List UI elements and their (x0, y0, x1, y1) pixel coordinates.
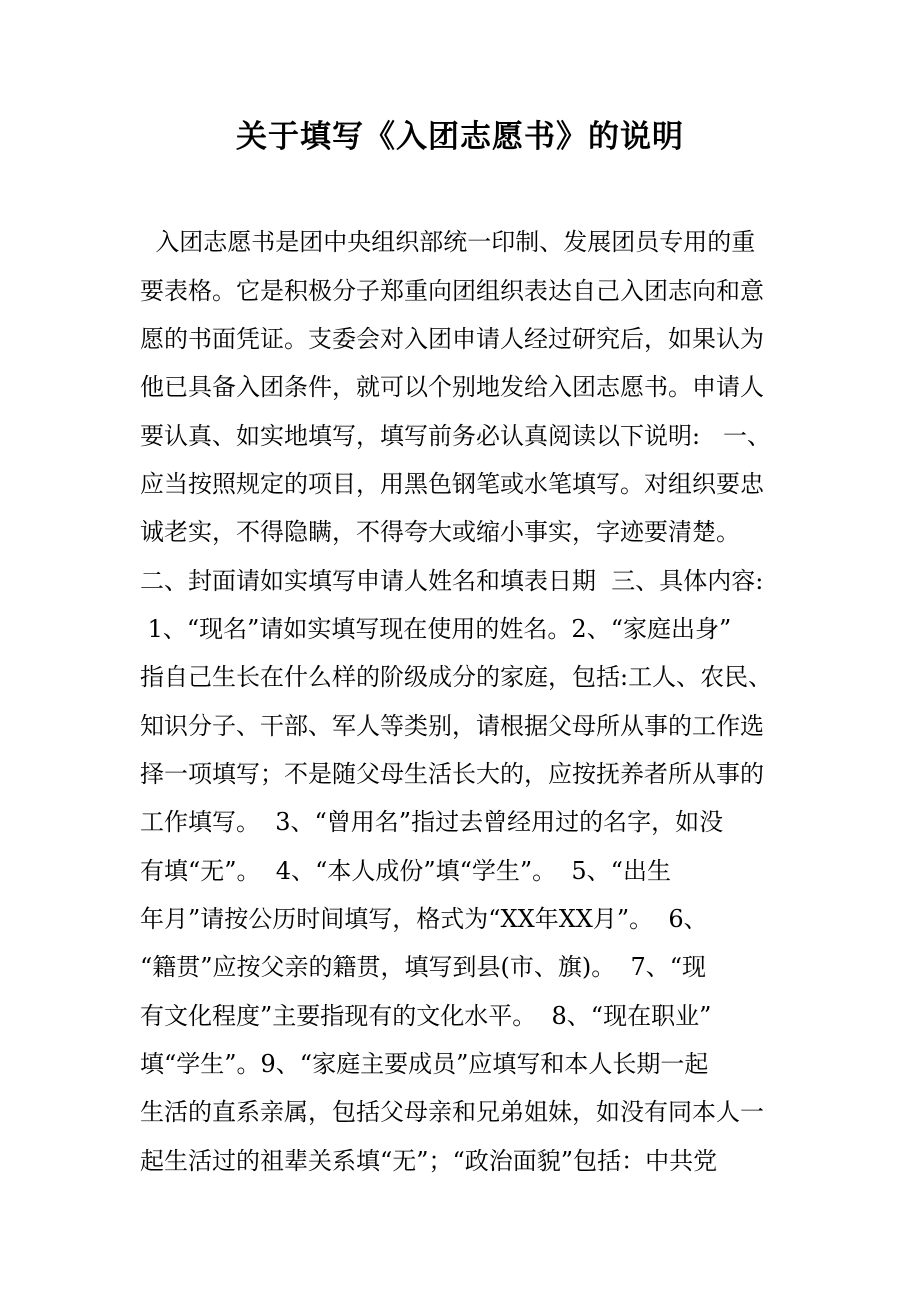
body-line: 要表格。它是积极分子郑重向团组织表达自己入团志向和意 (140, 277, 764, 305)
body-line: 工作填写。 3、“曾用名”指过去曾经用过的名字，如没 (140, 808, 724, 836)
body-line: 有文化程度”主要指现有的文化水平。 8、“现在职业” (140, 1002, 712, 1030)
body-line: 指自己生长在什么样的阶级成分的家庭，包括:工人、农民、 (140, 663, 773, 691)
body-line: 诚老实，不得隐瞒，不得夸大或缩小事实，字迹要清楚。 (140, 518, 740, 546)
body-line: 愿的书面凭证。支委会对入团申请人经过研究后，如果认为 (140, 325, 764, 353)
document-title: 关于填写《入团志愿书》的说明 (236, 119, 684, 155)
body-line: “籍贯”应按父亲的籍贯，填写到县(市、旗)。 7、“现 (140, 953, 707, 981)
body-line: 二、封面请如实填写申请人姓名和填表日期 三、具体内容: (140, 567, 764, 595)
body-line: 生活的直系亲属，包括父母亲和兄弟姐妹，如没有同本人一 (140, 1098, 764, 1126)
body-line: 入团志愿书是团中央组织部统一印制、发展团员专用的重 (140, 228, 756, 256)
body-line: 起生活过的祖辈关系填“无”；“政治面貌”包括：中共党 (140, 1147, 718, 1175)
body-line: 1、“现名”请如实填写现在使用的姓名。2、“家庭出身” (140, 615, 732, 643)
body-line: 应当按照规定的项目，用黑色钢笔或水笔填写。对组织要忠 (140, 470, 764, 498)
body-line: 他已具备入团条件，就可以个别地发给入团志愿书。申请人 (140, 373, 764, 401)
body-line: 知识分子、干部、军人等类别，请根据父母所从事的工作选 (140, 712, 764, 740)
body-line: 填“学生”。9、“家庭主要成员”应填写和本人长期一起 (140, 1050, 709, 1078)
body-line: 要认真、如实地填写，填写前务必认真阅读以下说明: 一、 (140, 422, 771, 450)
body-line: 年月”请按公历时间填写，格式为“XX年XX月”。 6、 (140, 905, 708, 933)
body-line: 有填“无”。 4、“本人成份”填“学生”。 5、“出生 (140, 857, 671, 885)
body-line: 择一项填写；不是随父母生活长大的，应按抚养者所从事的 (140, 760, 764, 788)
